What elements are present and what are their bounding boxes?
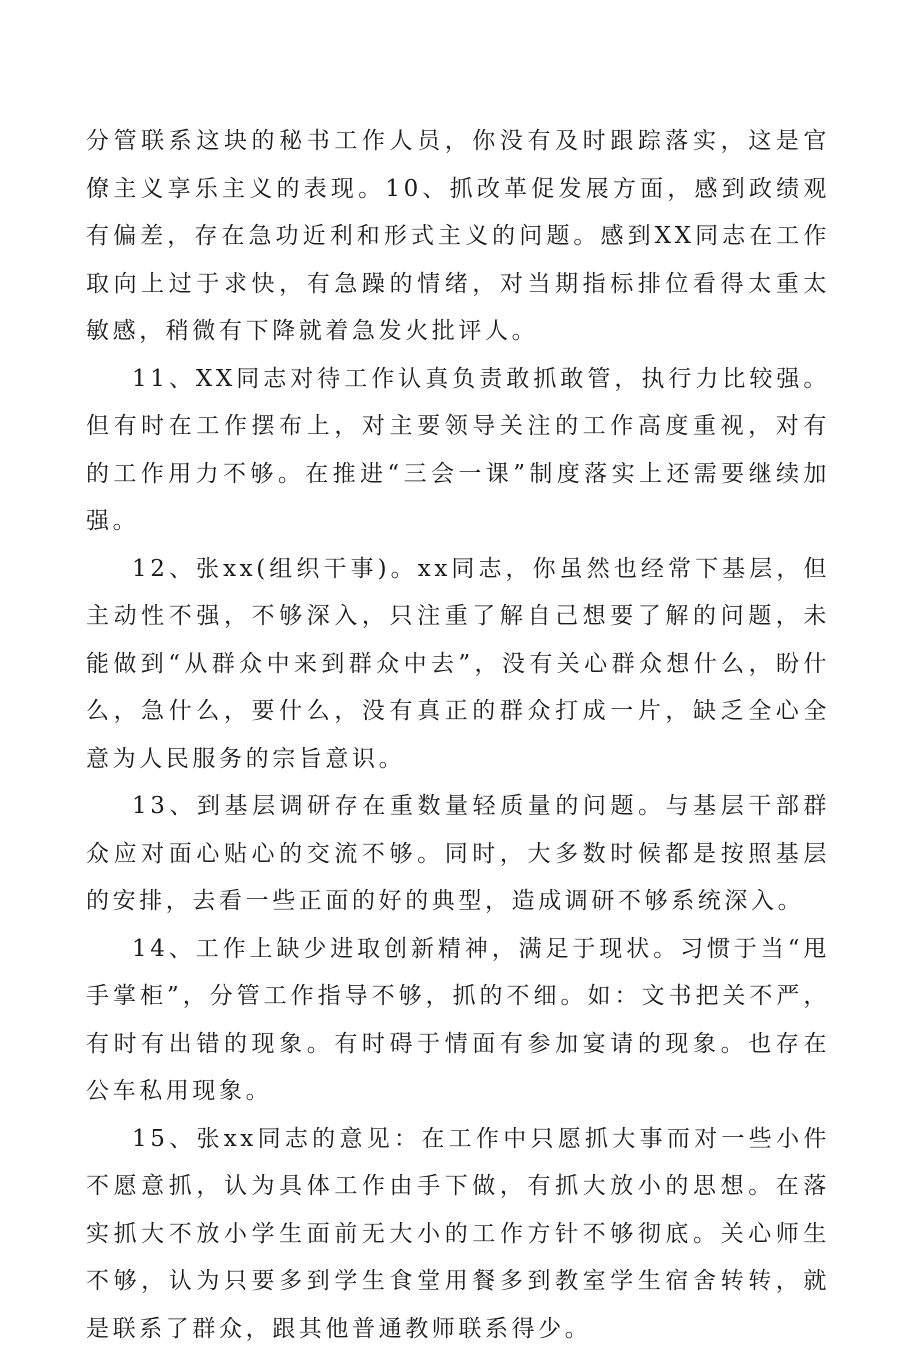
paragraph-item-12: 12、张xx(组织干事)。xx同志，你虽然也经常下基层，但主动性不强，不够深入，只注重了解自己想要了解的问题，未能做到“从群众中来到群众中去”，没有关心群众想什么，盼什么，急什么，要什么，没有真正的群众打成一片，缺乏全心全意为人民服务的宗旨意识。 — [86, 546, 830, 784]
paragraph-item-11: 11、XX同志对待工作认真负责敢抓敢管，执行力比较强。但有时在工作摆布上，对主要领导关注的工作高度重视，对有的工作用力不够。在推进“三会一课”制度落实上还需要继续加强。 — [86, 356, 830, 546]
paragraph-item-13: 13、到基层调研存在重数量轻质量的问题。与基层干部群众应对面心贴心的交流不够。同时，大多数时候都是按照基层的安排，去看一些正面的好的典型，造成调研不够系统深入。 — [86, 783, 830, 926]
paragraph-continuation: 分管联系这块的秘书工作人员，你没有及时跟踪落实，这是官僚主义享乐主义的表现。10、抓改革促发展方面，感到政绩观有偏差，存在急功近利和形式主义的问题。感到XX同志在工作取向上过于求快，有急躁的情绪，对当期指标排位看得太重太敏感，稍微有下降就着急发火批评人。 — [86, 118, 830, 356]
paragraph-item-15: 15、张xx同志的意见：在工作中只愿抓大事而对一些小件不愿意抓，认为具体工作由手下做，有抓大放小的思想。在落实抓大不放小学生面前无大小的工作方针不够彻底。关心师生不够，认为只要多到学生食堂用餐多到教室学生宿舍转转，就是联系了群众，跟其他普通教师联系得少。 — [86, 1116, 830, 1353]
document-body — [86, 118, 830, 1353]
paragraph-item-14: 14、工作上缺少进取创新精神，满足于现状。习惯于当“甩手掌柜”，分管工作指导不够，抓的不细。如：文书把关不严，有时有出错的现象。有时碍于情面有参加宴请的现象。也存在公车私用现象。 — [86, 926, 830, 1116]
